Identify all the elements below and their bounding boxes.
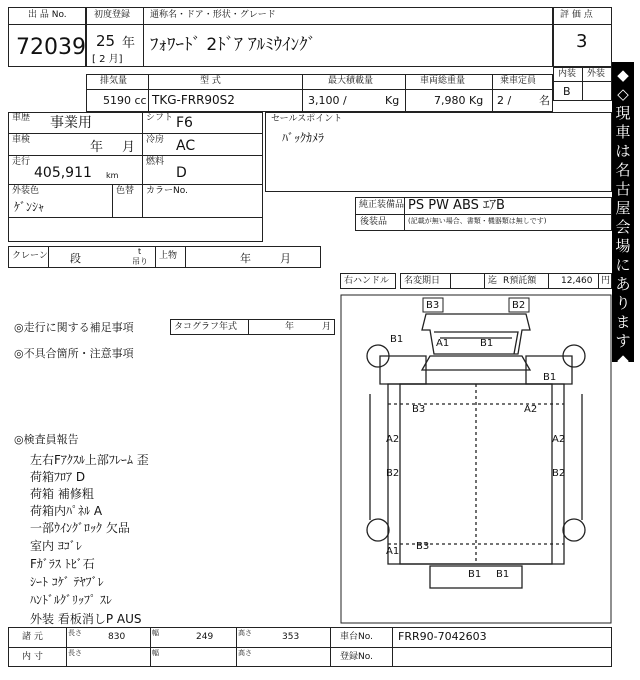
chassis-value: FRR90-7042603 — [398, 630, 487, 643]
reg-label: 初度登録 — [94, 10, 131, 20]
recycle-unit: 円 — [601, 276, 611, 286]
shift-value: F6 — [176, 115, 193, 131]
ac-label: 冷房 — [146, 135, 165, 145]
tax-label: 迄 — [488, 276, 498, 286]
inspector-line: 一部ｳｲﾝｸﾞﾛｯｸ 欠品 — [30, 521, 130, 535]
color-value: ｹﾞﾝｼｬ — [14, 200, 45, 214]
tacho-year: 年 — [285, 322, 295, 332]
location-banner — [612, 62, 634, 388]
sales-point-value: ﾊﾞｯｸｶﾒﾗ — [282, 131, 325, 145]
recycle-label: R預託額 — [503, 276, 537, 286]
inspection-year: 年 — [90, 140, 104, 155]
location-banner-text: ◆◇ 現車は名古屋会場にあります ◆◇ — [615, 66, 631, 388]
chassis-label: 車台No. — [340, 632, 373, 642]
reg-year: 25 — [96, 32, 116, 50]
mark-b1-cab: B1 — [480, 338, 494, 349]
inspector-line: ﾊﾝﾄﾞﾙｸﾞﾘｯﾌﾟ ｽﾚ — [30, 593, 112, 607]
crane-stage: 段 — [70, 252, 81, 265]
ac-value: AC — [176, 138, 196, 154]
dimensions-label: 諸 元 — [22, 632, 43, 642]
interior-label: 内装 — [558, 69, 577, 79]
inspector-line: 左右Fｱｸｽﾙ上部ﾌﾚｰﾑ 歪 — [30, 453, 149, 467]
shift-label: シフト — [146, 113, 174, 123]
history-value: 事業用 — [50, 115, 92, 131]
inspector-line: 荷箱ﾌﾛｱ D — [30, 470, 86, 484]
inspector-line: ｼｰﾄ ｺｹﾞ ﾃﾔﾌﾞﾚ — [30, 575, 104, 589]
mark-a2-right: A2 — [552, 434, 566, 445]
std-equipment-value: PS PW ABS ｴｱB — [408, 198, 505, 213]
height-value: 353 — [282, 632, 300, 642]
lot-label: 出 品 No. — [28, 10, 67, 20]
reg-month: [ 2 月] — [92, 54, 123, 65]
score-value: 3 — [576, 31, 588, 52]
mark-b2-right: B2 — [552, 468, 566, 479]
displacement-label: 排気量 — [100, 76, 128, 86]
width-value: 249 — [196, 632, 214, 642]
model-name: ﾌｫﾜｰﾄﾞ 2ﾄﾞｱ ｱﾙﾐｳｲﾝｸﾞ — [150, 35, 317, 55]
max-load-value: 3,100 / — [308, 94, 347, 107]
inner-height-label: 高さ — [238, 649, 252, 657]
tacho-month: 月 — [322, 322, 332, 332]
mark-b1-b2: B1 — [496, 569, 510, 580]
std-equipment-label: 純正装備品 — [359, 200, 405, 210]
inner-width-label: 幅 — [152, 649, 159, 657]
vehicle-damage-diagram — [340, 294, 612, 624]
sales-point-box — [265, 112, 612, 192]
retrofit-note: (記載が無い場合、書類・機器類は無しです) — [408, 217, 547, 225]
upper-month: 月 — [280, 252, 291, 265]
crane-label: クレーン — [12, 251, 48, 261]
inner-length-label: 長さ — [68, 649, 82, 657]
retrofit-label: 後装品 — [360, 217, 388, 227]
inspector-line: Fｶﾞﾗｽ ﾄﾋﾞ石 — [30, 557, 95, 571]
name-change-label: 名変期日 — [404, 276, 441, 286]
recycle-amount: 12,460 — [561, 276, 593, 286]
capacity-label: 乗車定員 — [500, 76, 537, 86]
max-load-label: 最大積載量 — [328, 76, 374, 86]
inspector-label: ◎検査員報告 — [14, 433, 79, 446]
mark-a1-cab: A1 — [436, 338, 450, 349]
mark-b2-top: B2 — [512, 300, 526, 311]
inspector-line: 荷箱内ﾊﾟﾈﾙ A — [30, 504, 103, 518]
model-code-label: 型 式 — [200, 76, 221, 86]
inspection-month: 月 — [122, 140, 136, 155]
inspection-label: 車検 — [12, 135, 31, 145]
mark-b3-top: B3 — [426, 300, 440, 311]
mileage-value: 405,911 — [34, 165, 92, 181]
mark-b1-left: B1 — [390, 334, 404, 345]
mark-b2-left: B2 — [386, 468, 400, 479]
width-label: 幅 — [152, 629, 159, 637]
rhd-label: 右ハンドル — [344, 276, 390, 286]
capacity-value: 2 / — [497, 94, 512, 107]
height-label: 高さ — [238, 629, 252, 637]
mark-b3-a: B3 — [412, 404, 426, 415]
mileage-unit: km — [106, 171, 119, 180]
upper-year: 年 — [240, 252, 251, 265]
length-value: 830 — [108, 632, 126, 642]
registration-label: 登録No. — [340, 652, 373, 662]
mark-a1-bottom: A1 — [386, 546, 400, 557]
capacity-unit: 名 — [539, 94, 550, 107]
model-code-value: TKG-FRR90S2 — [152, 93, 235, 107]
sales-point-label: セールスポイント — [271, 114, 343, 124]
defects-label: ◎不具合箇所・注意事項 — [14, 347, 134, 360]
color-no-label: 色替 — [116, 186, 135, 196]
length-label: 長さ — [68, 629, 82, 637]
color-label: 外装色 — [12, 186, 40, 196]
inspector-line: 荷箱 補修粗 — [30, 487, 94, 501]
inspector-line: 室内 ﾖｺﾞﾚ — [30, 539, 82, 553]
crane-hook: 吊り — [132, 257, 148, 266]
mark-b1-b1: B1 — [468, 569, 482, 580]
upper-label: 上物 — [159, 251, 178, 261]
crane-ton: t — [138, 247, 142, 256]
lot-number: 72039 — [16, 35, 86, 60]
color-code-label: カラーNo. — [146, 186, 188, 196]
gvw-value: 7,980 Kg — [434, 94, 484, 107]
inner-dimensions-label: 内 寸 — [22, 652, 43, 662]
score-label: 評 価 点 — [560, 10, 593, 20]
mark-a2-left: A2 — [386, 434, 400, 445]
mark-b1-right: B1 — [543, 372, 557, 383]
mileage-label: 走行 — [12, 157, 31, 167]
fuel-value: D — [176, 165, 187, 181]
max-load-unit: Kg — [385, 94, 400, 107]
model-header-label: 通称名・ドア・形状・グレード — [150, 10, 276, 20]
inspector-line: 外装 看板消しP AUS — [30, 612, 142, 626]
mark-b3-bottom: B3 — [416, 541, 430, 552]
gvw-label: 車両総重量 — [420, 76, 466, 86]
displacement-value: 5190 cc — [103, 94, 147, 107]
mark-a2-a: A2 — [524, 404, 538, 415]
interior-grade: B — [563, 85, 571, 98]
driving-label: ◎走行に関する補足事項 — [14, 321, 134, 334]
tacho-label: タコグラフ年式 — [174, 322, 238, 332]
history-label: 車歴 — [12, 113, 31, 123]
exterior-label: 外装 — [587, 69, 606, 79]
year-unit: 年 — [122, 36, 136, 51]
fuel-label: 燃料 — [146, 157, 165, 167]
